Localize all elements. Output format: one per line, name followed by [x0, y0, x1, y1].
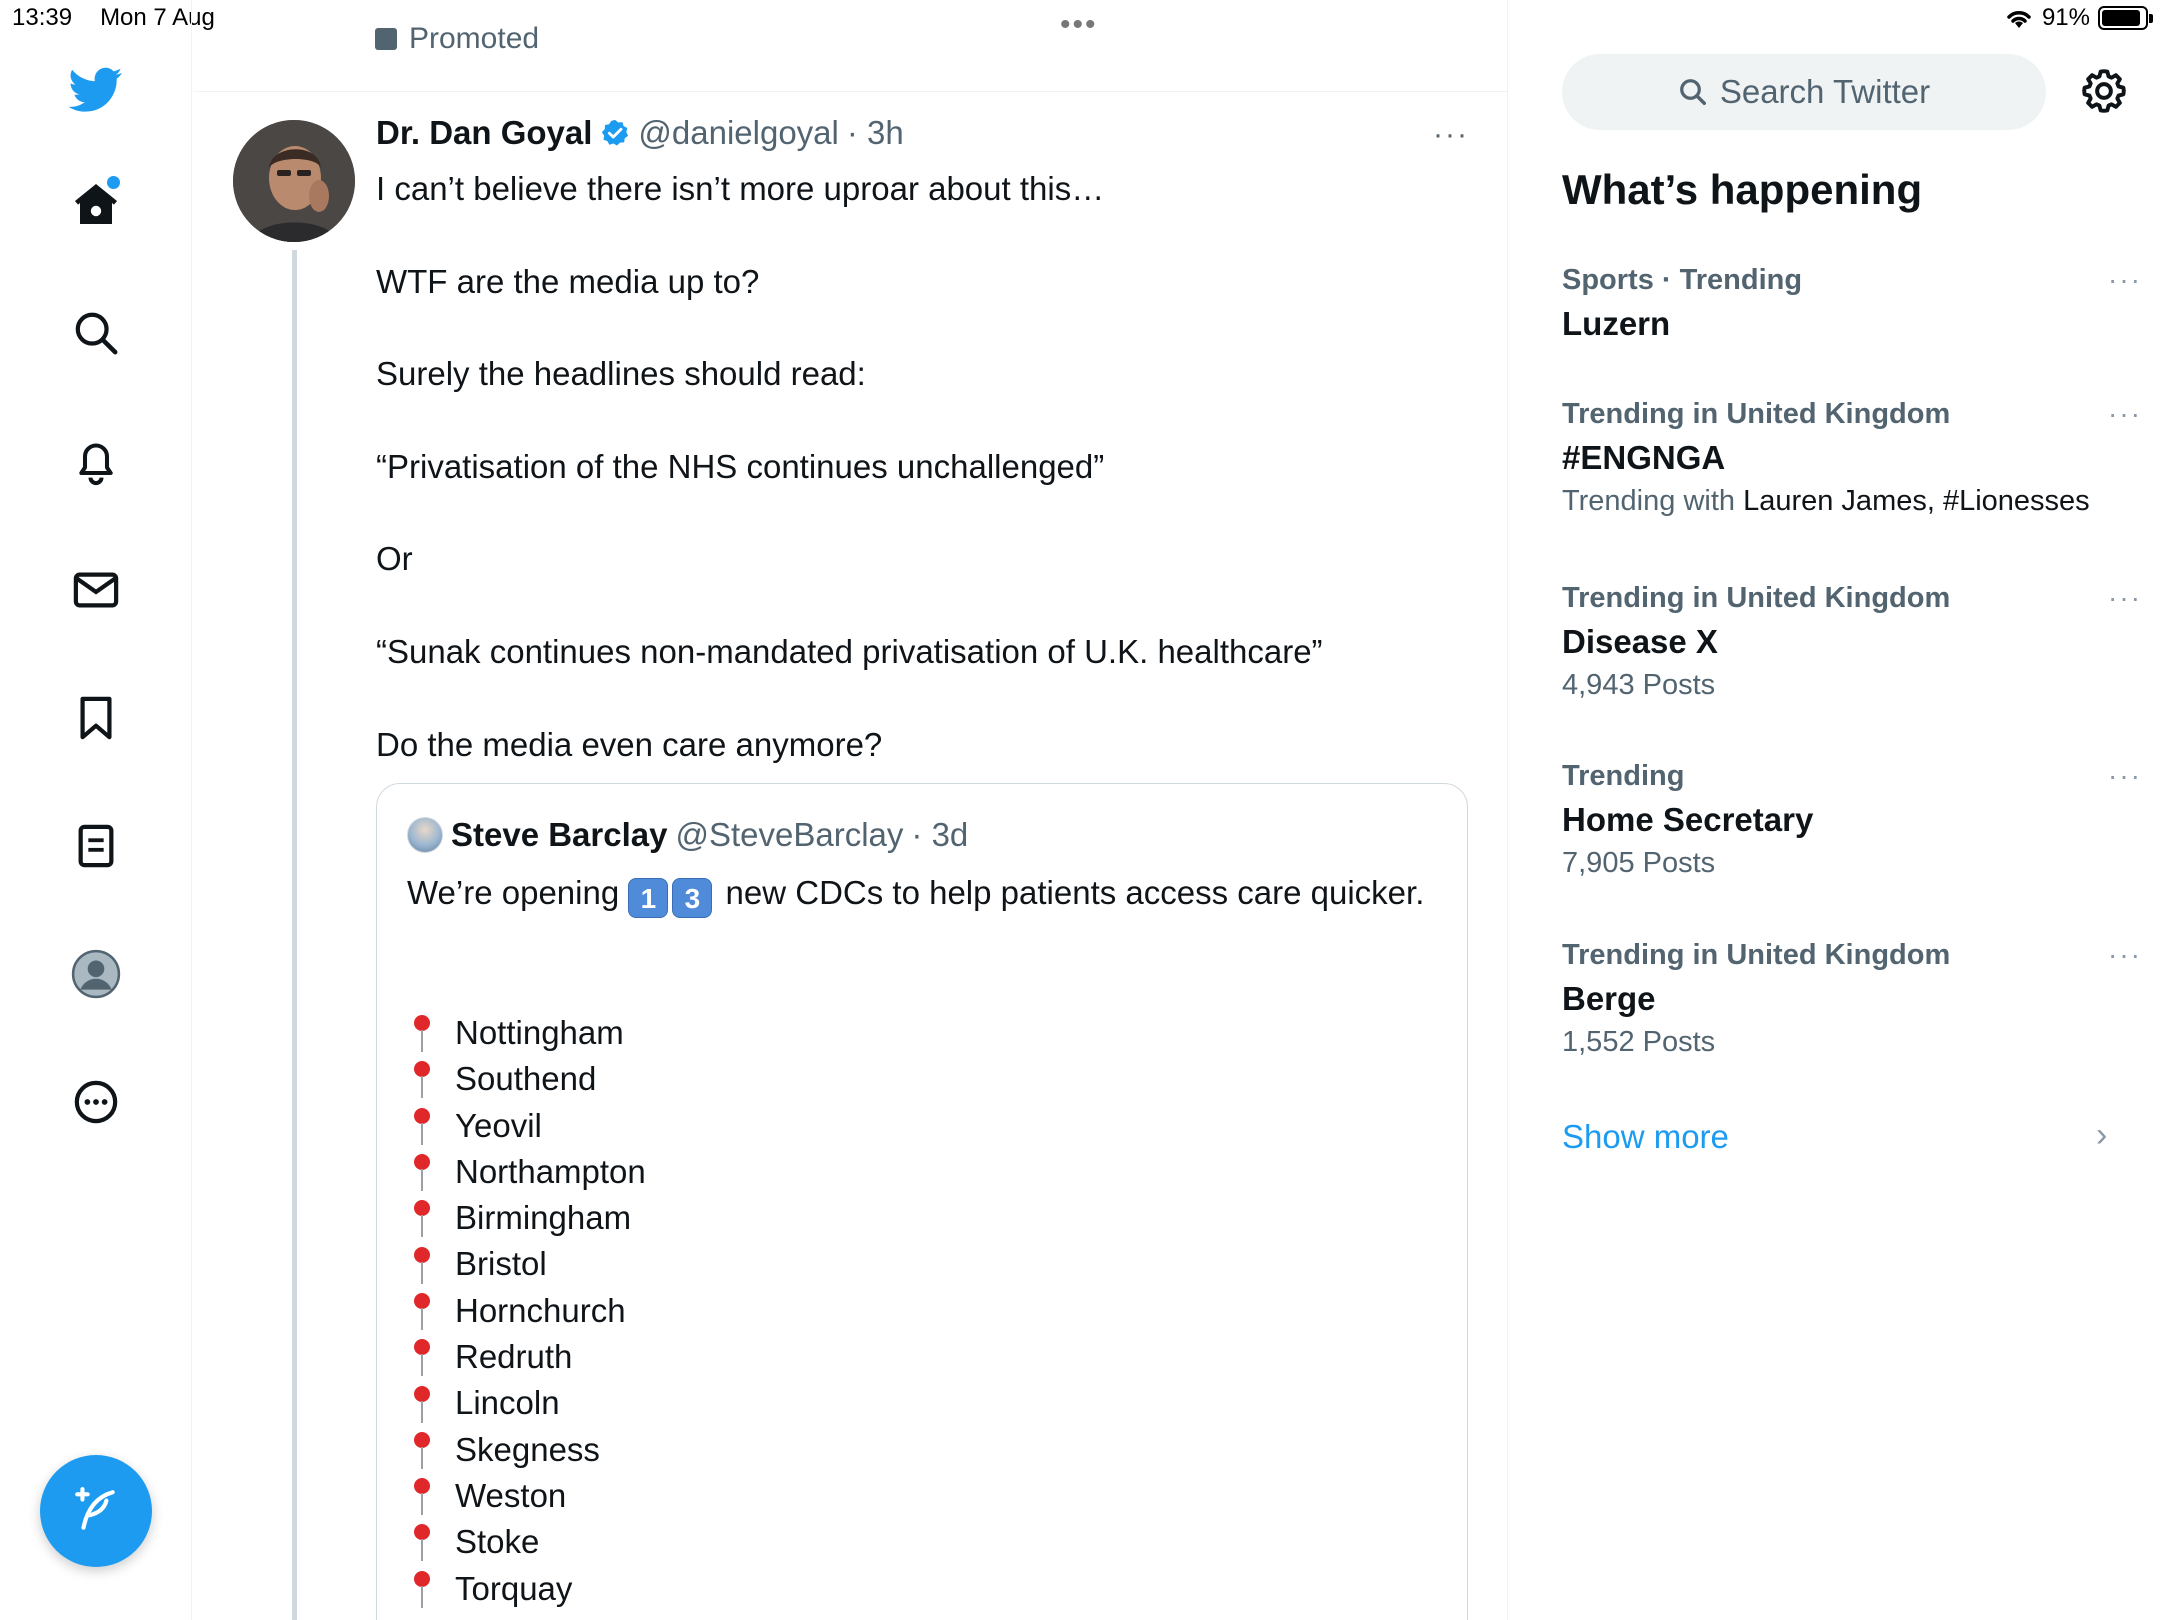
home-icon[interactable]: [66, 174, 126, 234]
promoted-label: [375, 22, 539, 56]
place-name: Bristol: [455, 1245, 547, 1283]
quote-text-after: new CDCs to help patients access care quicker.: [716, 874, 1425, 911]
place-name: Weston: [455, 1476, 567, 1514]
verified-badge-icon: [600, 118, 630, 148]
author-handle[interactable]: @danielgoyal: [638, 114, 839, 151]
places-list: [407, 1010, 646, 1612]
more-icon[interactable]: [66, 1072, 126, 1132]
place-list-item: [407, 1010, 646, 1056]
place-list-item: [407, 1241, 646, 1287]
place-list-item: [407, 1380, 646, 1426]
pushpin-icon: [407, 1569, 437, 1609]
bookmark-icon[interactable]: [66, 688, 126, 748]
place-name: Torquay: [455, 1569, 573, 1607]
pushpin-icon: [407, 1522, 437, 1562]
quote-time[interactable]: · 3d: [911, 816, 969, 853]
status-time: 13:39: [12, 4, 73, 31]
settings-gear-icon[interactable]: [2079, 66, 2129, 116]
pushpin-icon: [407, 1245, 437, 1285]
trend-meta: Trending in United Kingdom: [1562, 398, 1951, 430]
tweet-time[interactable]: · 3h: [846, 114, 904, 151]
search-icon[interactable]: [66, 303, 126, 363]
place-list-item: [407, 1195, 646, 1241]
place-name: Lincoln: [455, 1384, 560, 1422]
place-name: Birmingham: [455, 1199, 632, 1237]
place-list-item: [407, 1473, 646, 1519]
pushpin-icon: [407, 1430, 437, 1470]
trend-topic: Home Secretary: [1562, 801, 1814, 838]
battery-fill: [2102, 10, 2140, 26]
avatar[interactable]: [233, 120, 355, 242]
trend-topic: Disease X: [1562, 623, 1718, 660]
chevron-right-icon[interactable]: ›: [2096, 1116, 2108, 1154]
trend-context-names: Lauren James, #Lionesses: [1743, 485, 2090, 517]
quoted-tweet[interactable]: [376, 783, 1468, 1620]
trend-meta: Trending in United Kingdom: [1562, 939, 1951, 971]
battery-icon: [2098, 6, 2148, 30]
mail-icon[interactable]: [66, 560, 126, 620]
keycap-digit-three: 3: [672, 878, 712, 918]
status-date: Mon 7 Aug: [100, 4, 215, 31]
pushpin-icon: [407, 1291, 437, 1331]
battery-percent: 91%: [2041, 4, 2090, 31]
quote-avatar[interactable]: [407, 817, 443, 853]
place-list-item: [407, 1519, 646, 1565]
trend-item[interactable]: [1562, 264, 2142, 343]
promoted-text: Promoted: [409, 22, 540, 55]
pushpin-icon: [407, 1106, 437, 1146]
trend-item[interactable]: [1562, 760, 2142, 880]
place-name: Redruth: [455, 1338, 573, 1376]
trend-item[interactable]: [1562, 939, 2142, 1059]
status-bar-right: [2004, 4, 2148, 32]
place-list-item: [407, 1334, 646, 1380]
pushpin-icon: [407, 1384, 437, 1424]
multitasking-handle[interactable]: •••: [1060, 8, 1098, 41]
place-name: Nottingham: [455, 1014, 624, 1051]
keycap-digit-one: 1: [628, 878, 668, 918]
trend-topic: #ENGNGA: [1562, 439, 1726, 476]
thread-line: [292, 250, 297, 1620]
author-name[interactable]: Dr. Dan Goyal: [376, 114, 593, 151]
wifi-icon: [2004, 6, 2034, 30]
pushpin-icon: [407, 1059, 437, 1099]
trend-context: [1562, 485, 2122, 518]
search-icon: [1678, 77, 1708, 107]
quote-text-before: We’re opening: [407, 874, 629, 911]
compose-icon: [71, 1486, 121, 1536]
quote-header: [407, 816, 968, 854]
trend-item[interactable]: [1562, 582, 2142, 702]
quote-author-handle[interactable]: @SteveBarclay: [675, 816, 904, 853]
trend-meta: Sports · Trending: [1562, 264, 1803, 296]
search-input[interactable]: [1562, 54, 2046, 130]
pushpin-icon: [407, 1198, 437, 1238]
pushpin-icon: [407, 1013, 437, 1053]
place-list-item: [407, 1056, 646, 1102]
left-navigation: [0, 0, 192, 1620]
trend-post-count: 1,552 Posts: [1562, 1026, 1716, 1058]
place-list-item: [407, 1103, 646, 1149]
tweet-more-button[interactable]: ···: [1433, 118, 1469, 151]
main-feed: [193, 0, 1508, 1620]
place-list-item: [407, 1288, 646, 1334]
place-list-item: [407, 1427, 646, 1473]
promoted-icon: [375, 28, 397, 50]
place-name: Skegness: [455, 1430, 600, 1468]
quote-text: [407, 870, 1427, 918]
place-name: Northampton: [455, 1152, 646, 1190]
home-notification-dot: [107, 176, 120, 189]
trend-more-button[interactable]: ···: [2108, 582, 2142, 613]
pushpin-icon: [407, 1337, 437, 1377]
search-placeholder: Search Twitter: [1719, 73, 1931, 110]
trend-post-count: 7,905 Posts: [1562, 847, 1716, 879]
place-list-item: [407, 1566, 646, 1612]
pushpin-icon: [407, 1476, 437, 1516]
trend-more-button[interactable]: ···: [2108, 760, 2142, 791]
trend-post-count: 4,943 Posts: [1562, 669, 1716, 701]
divider: [193, 91, 1508, 92]
lists-icon[interactable]: [66, 816, 126, 876]
show-more-link[interactable]: Show more: [1562, 1118, 1729, 1155]
whats-happening-heading: What’s happening: [1562, 166, 1923, 213]
trend-more-button[interactable]: ···: [2108, 939, 2142, 970]
twitter-logo-icon[interactable]: [66, 60, 126, 120]
profile-icon[interactable]: [66, 944, 126, 1004]
trend-more-button[interactable]: ···: [2108, 264, 2142, 295]
tweet-header: [376, 114, 904, 152]
trend-more-button[interactable]: ···: [2108, 398, 2142, 429]
trend-meta: Trending: [1562, 760, 1685, 792]
trend-item[interactable]: [1562, 398, 2142, 518]
trend-meta: Trending in United Kingdom: [1562, 582, 1951, 614]
pushpin-icon: [407, 1152, 437, 1192]
quote-author-name[interactable]: Steve Barclay: [451, 816, 668, 853]
tweet-text: I can’t believe there isn’t more uproar about this… WTF are the media up to? Surely the headlines should read: “Privatisation of the NHS continues unchallenged” Or “Sunak continues non-mandated privatisation of U.K. healthcare” Do the media even care anymore?: [376, 170, 1323, 763]
trend-context-prefix: Trending with: [1562, 485, 1744, 517]
place-name: Stoke: [455, 1523, 540, 1561]
trend-topic: Luzern: [1562, 305, 1671, 342]
place-name: Yeovil: [455, 1106, 542, 1144]
place-name: Hornchurch: [455, 1291, 626, 1329]
place-name: Southend: [455, 1060, 597, 1098]
trend-topic: Berge: [1562, 980, 1656, 1017]
place-list-item: [407, 1149, 646, 1195]
bell-icon[interactable]: [66, 432, 126, 492]
compose-button[interactable]: [40, 1455, 152, 1567]
